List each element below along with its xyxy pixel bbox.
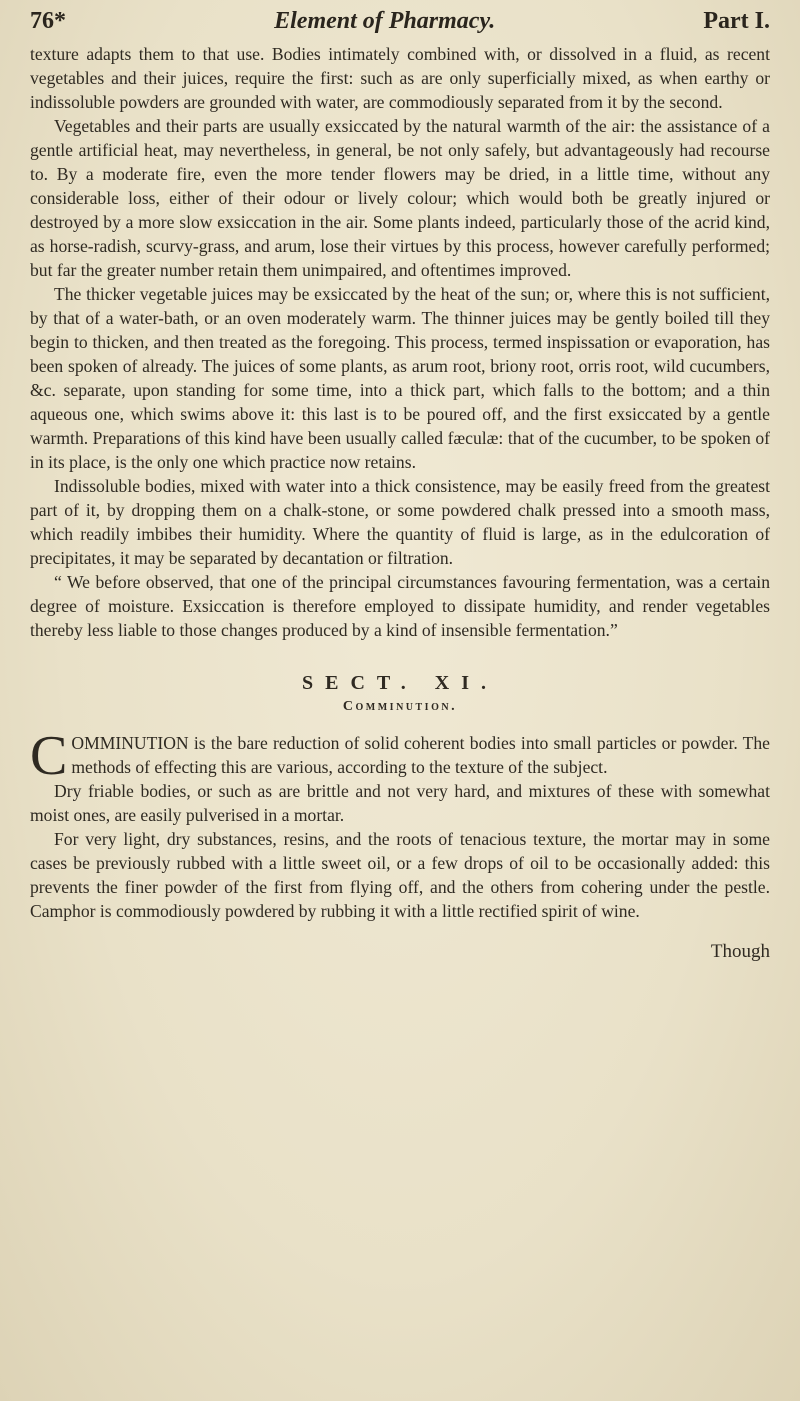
drop-cap: C	[30, 725, 68, 787]
body-text-bottom	[30, 725, 770, 923]
paragraph: Indissoluble bodies, mixed with water into a thick consistence, may be easily freed from the greatest part of it, by dropping them on a chalk-stone, or some powdered chalk pressed into a smooth mass, which readily imbibes their humidity. Where the quantity of fluid is large, as in the edulcoration of precipitates, it may be separated by decantation or filtration.	[30, 476, 770, 568]
paragraph: For very light, dry substances, resins, and the roots of tenacious texture, the mortar may in some cases be previously rubbed with a little sweet oil, or a few drops of oil to be occasionally added: this prevents the finer powder of the first from flying off, and the others from cohering under the pestle. Camphor is commodiously powdered by rubbing it with a little rectified spirit of wine.	[30, 829, 770, 921]
body-text-top	[30, 42, 770, 642]
paragraph-dropcap	[30, 725, 770, 787]
book-title: Element of Pharmacy.	[274, 8, 496, 34]
paragraph: Vegetables and their parts are usually exsiccated by the natural warmth of the air: the assistance of a gentle artificial heat, may nevertheless, in general, be not only safely, but advantageously had recourse to. By a moderate fire, even the more tender flowers may be dried, in a little time, without any considerable loss, either of their odour or lively colour; which would both be greatly injured or destroyed by a more slow exsiccation in the air. Some plants indeed, particularly those of the acrid kind, as horse-radish, scurvy-grass, and arum, lose their virtues by this process, however carefully performed; but far the greater number retain them unimpaired, and oftentimes improved.	[30, 116, 770, 280]
paragraph: “ We before observed, that one of the principal circumstances favouring fermentation, was a certain degree of moisture. Exsiccation is therefore employed to dissipate humidity, and render vegetables thereby less liable to those changes produced by a kind of insensible fermentation.”	[30, 572, 770, 640]
catchword: Though	[710, 941, 770, 962]
paragraph: The thicker vegetable juices may be exsiccated by the heat of the sun; or, where this is not sufficient, by that of a water-bath, or an oven moderately warm. The thinner juices may be gently boiled till they begin to thicken, and then treated as the foregoing. This process, termed inspissation or evaporation, has been spoken of already. The juices of some plants, as arum root, briony root, orris root, wild cucumbers, &c. separate, upon standing for some time, into a thick part, which falls to the bottom; and a thin aqueous one, which swims above it: this last is to be poured off, and the first exsiccated by a gentle warmth. Preparations of this kind have been usually called fæculæ: that of the cucumber, to be spoken of in its place, is the only one which practice now retains.	[30, 284, 770, 472]
running-head	[30, 4, 770, 38]
paragraph: Dry friable bodies, or such as are brittle and not very hard, and mixtures of these with somewhat moist ones, are easily pulverised in a mortar.	[30, 781, 770, 825]
section-subheading: Comminution.	[342, 699, 458, 714]
part-label: Part I.	[703, 8, 770, 34]
page-number: 76*	[30, 8, 66, 34]
paragraph: texture adapts them to that use. Bodies intimately combined with, or dissolved in a fluid, as recent vegetables and their juices, require the first: such as are only superficially mixed, as when earthy or indissoluble powders are grounded with water, are commodiously separated from it by the second.	[30, 44, 770, 112]
section-heading: SECT. XI.	[302, 672, 498, 694]
paragraph-text: OMMINUTION is the bare reduction of solid coherent bodies into small particles or powder. The methods of effecting this are various, according to the texture of the subject.	[71, 733, 770, 777]
